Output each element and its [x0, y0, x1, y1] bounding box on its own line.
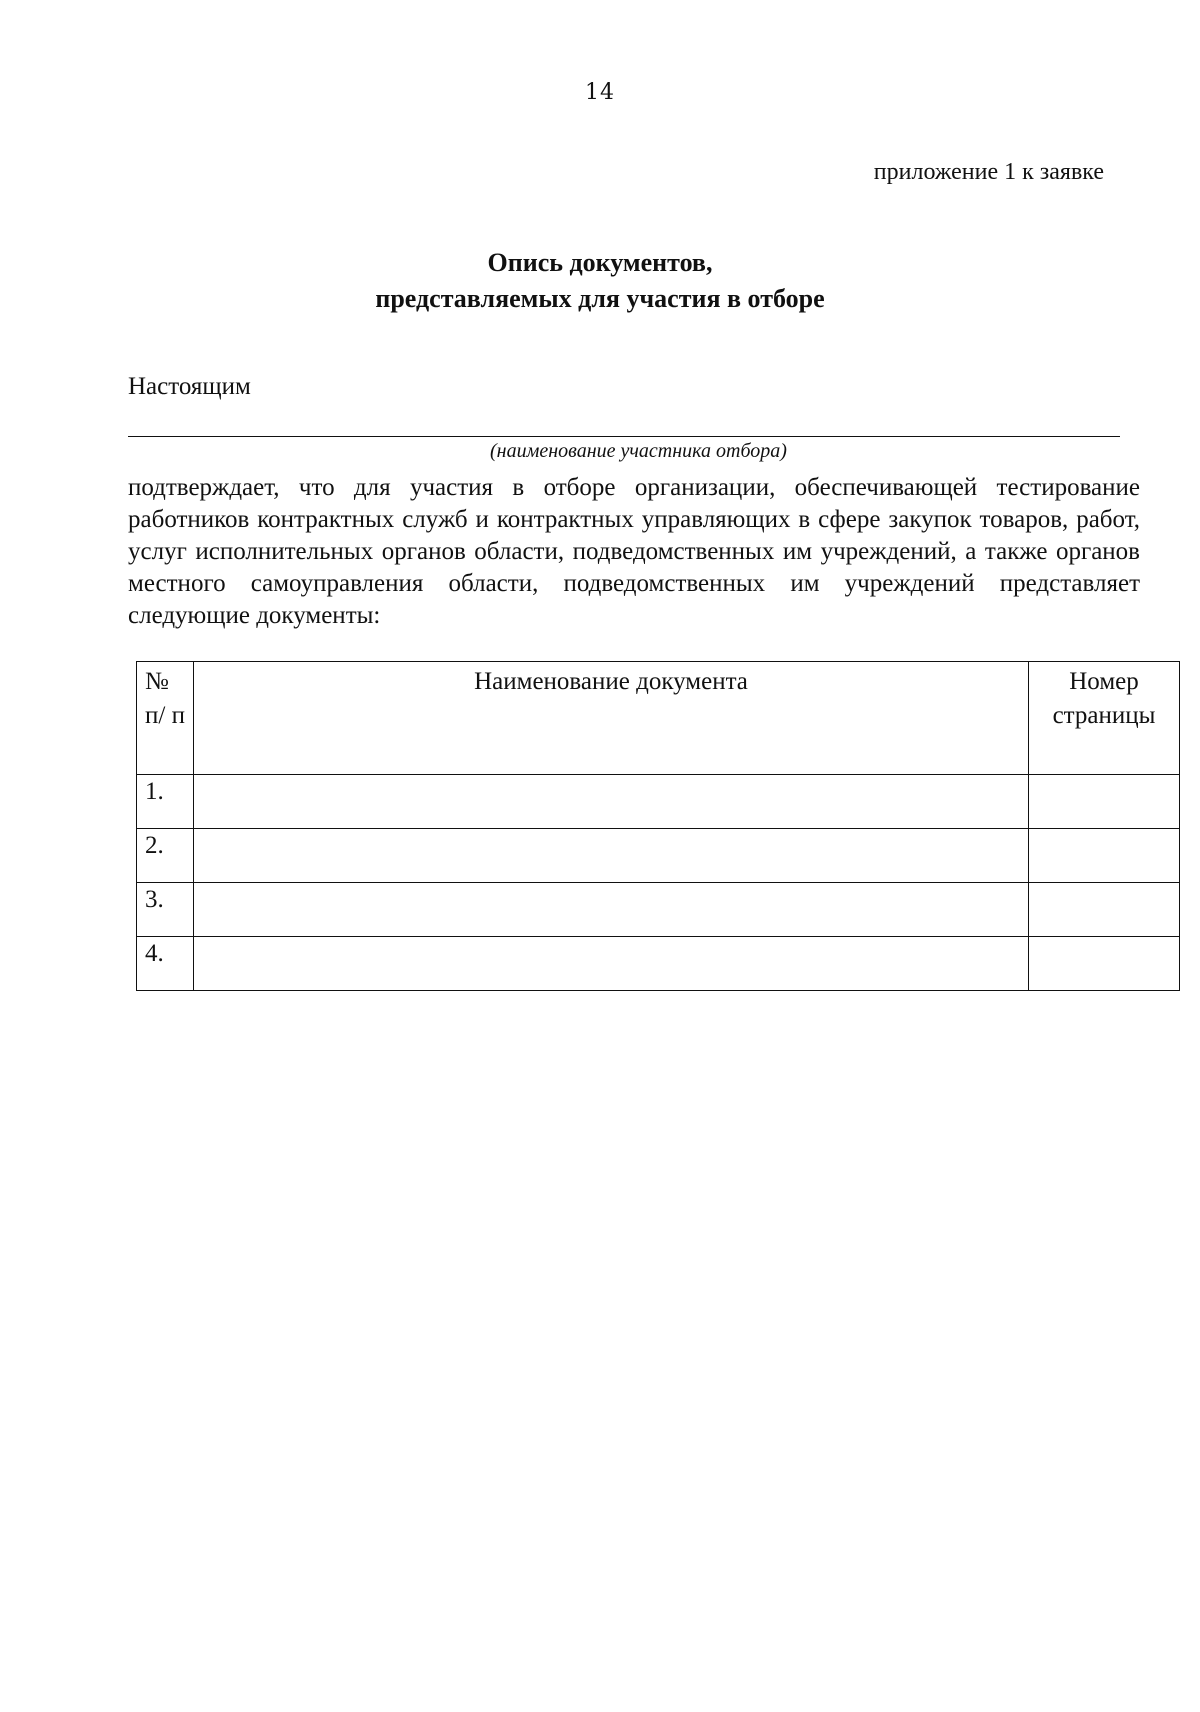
header-page [1029, 662, 1180, 775]
table-row [137, 937, 1180, 991]
table-header-row [137, 662, 1180, 775]
page-number: 14 [585, 80, 615, 105]
table-row [137, 829, 1180, 883]
documents-table [136, 661, 1180, 991]
row-document-name [194, 829, 1029, 883]
row-page-number [1029, 883, 1180, 937]
header-number [137, 662, 194, 775]
lead-word: Настоящим [128, 373, 251, 400]
row-document-name [194, 883, 1029, 937]
body-paragraph: подтверждает, что для участия в отборе организации, обеспечивающей тестирование работников контрактных служб и контрактных управляющих в сфере закупок товаров, работ, услуг исполнительных органов области, подведомственных им учреждений, а также органов местного самоуправления области, подведомственных им учреждений представляет следующие документы: [128, 474, 1140, 629]
table-row [137, 883, 1180, 937]
header-name-label: Наименование документа [474, 668, 748, 695]
participant-caption: (наименование участника отбора) [490, 440, 787, 462]
title-line-1: Опись документов, [487, 248, 713, 277]
row-page-number [1029, 775, 1180, 829]
row-number: 3. [137, 883, 194, 937]
row-page-number [1029, 829, 1180, 883]
row-document-name [194, 775, 1029, 829]
document-title [0, 245, 1200, 317]
header-name [194, 662, 1029, 775]
participant-name-line [128, 436, 1120, 437]
row-number: 4. [137, 937, 194, 991]
row-number: 1. [137, 775, 194, 829]
title-line-2: представляемых для участия в отборе [375, 284, 825, 313]
header-page-label: Номер страницы [1052, 668, 1156, 729]
table-row [137, 775, 1180, 829]
header-number-label: № п/ п [145, 668, 185, 729]
row-page-number [1029, 937, 1180, 991]
row-number: 2. [137, 829, 194, 883]
appendix-label: приложение 1 к заявке [873, 159, 1104, 185]
row-document-name [194, 937, 1029, 991]
